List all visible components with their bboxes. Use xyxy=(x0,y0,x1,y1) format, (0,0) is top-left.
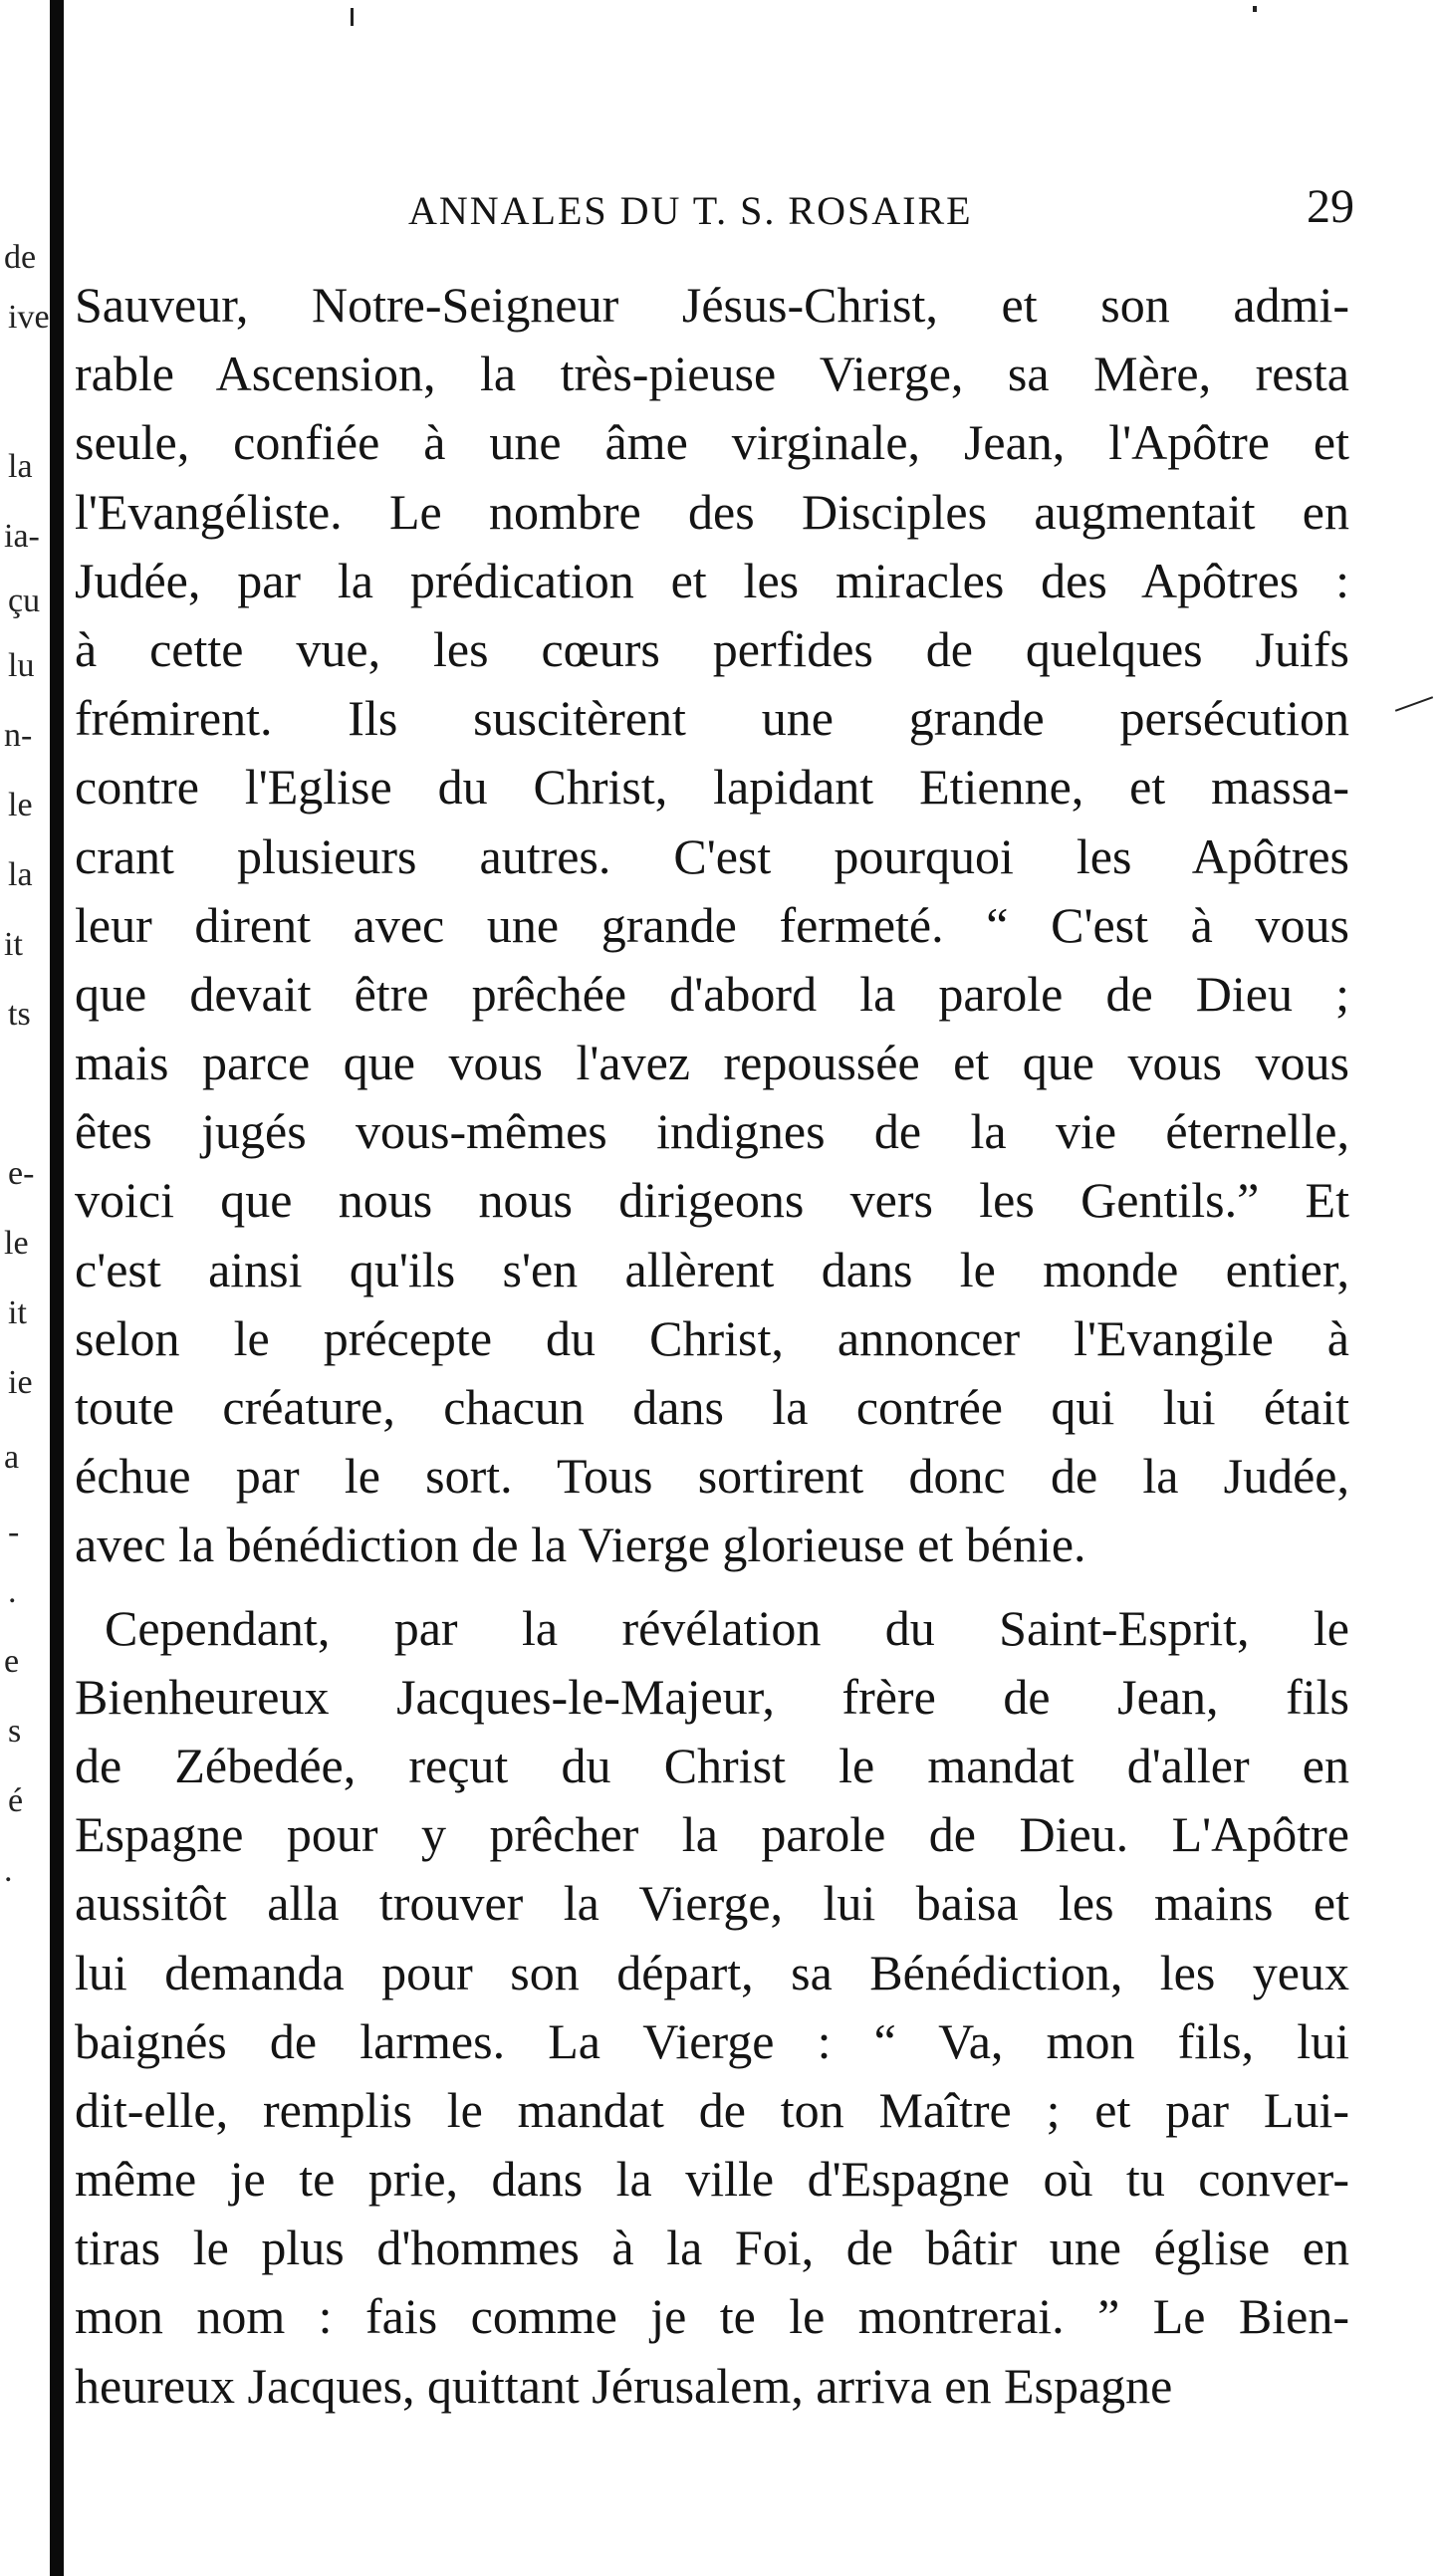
text-line: Sauveur, Notre-Seigneur Jésus-Christ, et son admi- xyxy=(75,277,1349,333)
margin-fragment: çu xyxy=(8,583,41,619)
margin-fragment: it xyxy=(4,926,23,963)
margin-fragment: la xyxy=(8,448,33,485)
text-line: crant plusieurs autres. C'est pourquoi les Apôtres xyxy=(75,827,1349,884)
margin-fragment: e xyxy=(4,1643,20,1680)
text-line: leur dirent avec une grande fermeté. “ C'est à vous xyxy=(75,896,1349,953)
text-line: Bienheureux Jacques-le-Majeur, frère de Jean, fils xyxy=(75,1668,1349,1725)
text-line: de Zébedée, reçut du Christ le mandat d'aller en xyxy=(75,1737,1349,1793)
text-line: que devait être prêchée d'abord la parole de Dieu ; xyxy=(75,965,1349,1022)
margin-fragment: n- xyxy=(4,717,33,754)
running-title: ANNALES DU T. S. ROSAIRE xyxy=(408,188,973,233)
text-line: à cette vue, les cœurs perfides de quelques Juifs xyxy=(75,620,1349,677)
margin-fragment: le xyxy=(4,1225,29,1262)
margin-fragment: - xyxy=(8,1514,20,1550)
margin-fragment: . xyxy=(8,1573,17,1610)
ink-speck xyxy=(1395,696,1433,712)
text-line: seule, confiée à une âme virginale, Jean, l'Apôtre et xyxy=(75,414,1349,471)
text-line: êtes jugés vous-mêmes indignes de la vie éternelle, xyxy=(75,1103,1349,1160)
text-line: avec la bénédiction de la Vierge glorieuse et bénie. xyxy=(75,1517,1086,1573)
page-number: 29 xyxy=(1307,180,1354,233)
ink-speck xyxy=(351,8,354,26)
text-line: Cependant, par la révélation du Saint-Esprit, le xyxy=(105,1599,1349,1656)
body-text xyxy=(75,271,1349,2421)
margin-fragment: de xyxy=(4,239,37,276)
text-line: lui demanda pour son départ, sa Bénédiction, les yeux xyxy=(75,1944,1349,2000)
text-line: contre l'Eglise du Christ, lapidant Etienne, et massa- xyxy=(75,759,1349,816)
margin-fragment: é xyxy=(8,1782,24,1819)
margin-fragment: la xyxy=(8,856,33,893)
text-line: c'est ainsi qu'ils s'en allèrent dans le monde entier, xyxy=(75,1241,1349,1297)
text-line: rable Ascension, la très-pieuse Vierge, sa Mère, resta xyxy=(75,346,1349,402)
text-line: toute créature, chacun dans la contrée qui lui était xyxy=(75,1379,1349,1435)
text-line: aussitôt alla trouver la Vierge, lui baisa les mains et xyxy=(75,1875,1349,1932)
margin-fragment: ia- xyxy=(4,518,40,555)
ink-speck xyxy=(1253,6,1257,12)
margin-fragment: s xyxy=(8,1713,22,1750)
margin-fragment: le xyxy=(8,787,33,823)
text-line: Espagne pour y prêcher la parole de Dieu. L'Apôtre xyxy=(75,1806,1349,1863)
margin-fragment: lu xyxy=(8,647,35,684)
text-line: voici que nous nous dirigeons vers les Gentils.” Et xyxy=(75,1172,1349,1229)
text-line: mais parce que vous l'avez repoussée et que vous vous xyxy=(75,1035,1349,1091)
margin-fragment: ive xyxy=(8,299,50,336)
text-line: dit-elle, remplis le mandat de ton Maître ; et par Lui- xyxy=(75,2081,1349,2138)
text-line: selon le précepte du Christ, annoncer l'Evangile à xyxy=(75,1309,1349,1366)
text-line: échue par le sort. Tous sortirent donc de la Judée, xyxy=(75,1448,1349,1505)
text-line: tiras le plus d'hommes à la Foi, de bâtir une église en xyxy=(75,2220,1349,2276)
margin-fragment: a xyxy=(4,1439,20,1476)
text-line: mon nom : fais comme je te le montrerai. ” Le Bien- xyxy=(75,2288,1349,2345)
margin-fragment: e- xyxy=(8,1155,35,1192)
text-line: baignés de larmes. La Vierge : “ Va, mon fils, lui xyxy=(75,2012,1349,2069)
text-line: heureux Jacques, quittant Jérusalem, arriva en Espagne xyxy=(75,2357,1173,2414)
text-line: l'Evangéliste. Le nombre des Disciples augmentait en xyxy=(75,483,1349,540)
margin-fragment: ie xyxy=(8,1364,33,1401)
facing-page-fragments xyxy=(0,0,60,2576)
page-header xyxy=(408,179,1354,239)
margin-fragment: it xyxy=(8,1294,27,1331)
text-line: Judée, par la prédication et les miracles des Apôtres : xyxy=(75,552,1349,608)
text-line: frémirent. Ils suscitèrent une grande persécution xyxy=(75,690,1349,747)
text-line: même je te prie, dans la ville d'Espagne où tu conver- xyxy=(75,2151,1349,2208)
margin-fragment: ts xyxy=(8,996,31,1033)
margin-fragment: . xyxy=(4,1852,13,1889)
